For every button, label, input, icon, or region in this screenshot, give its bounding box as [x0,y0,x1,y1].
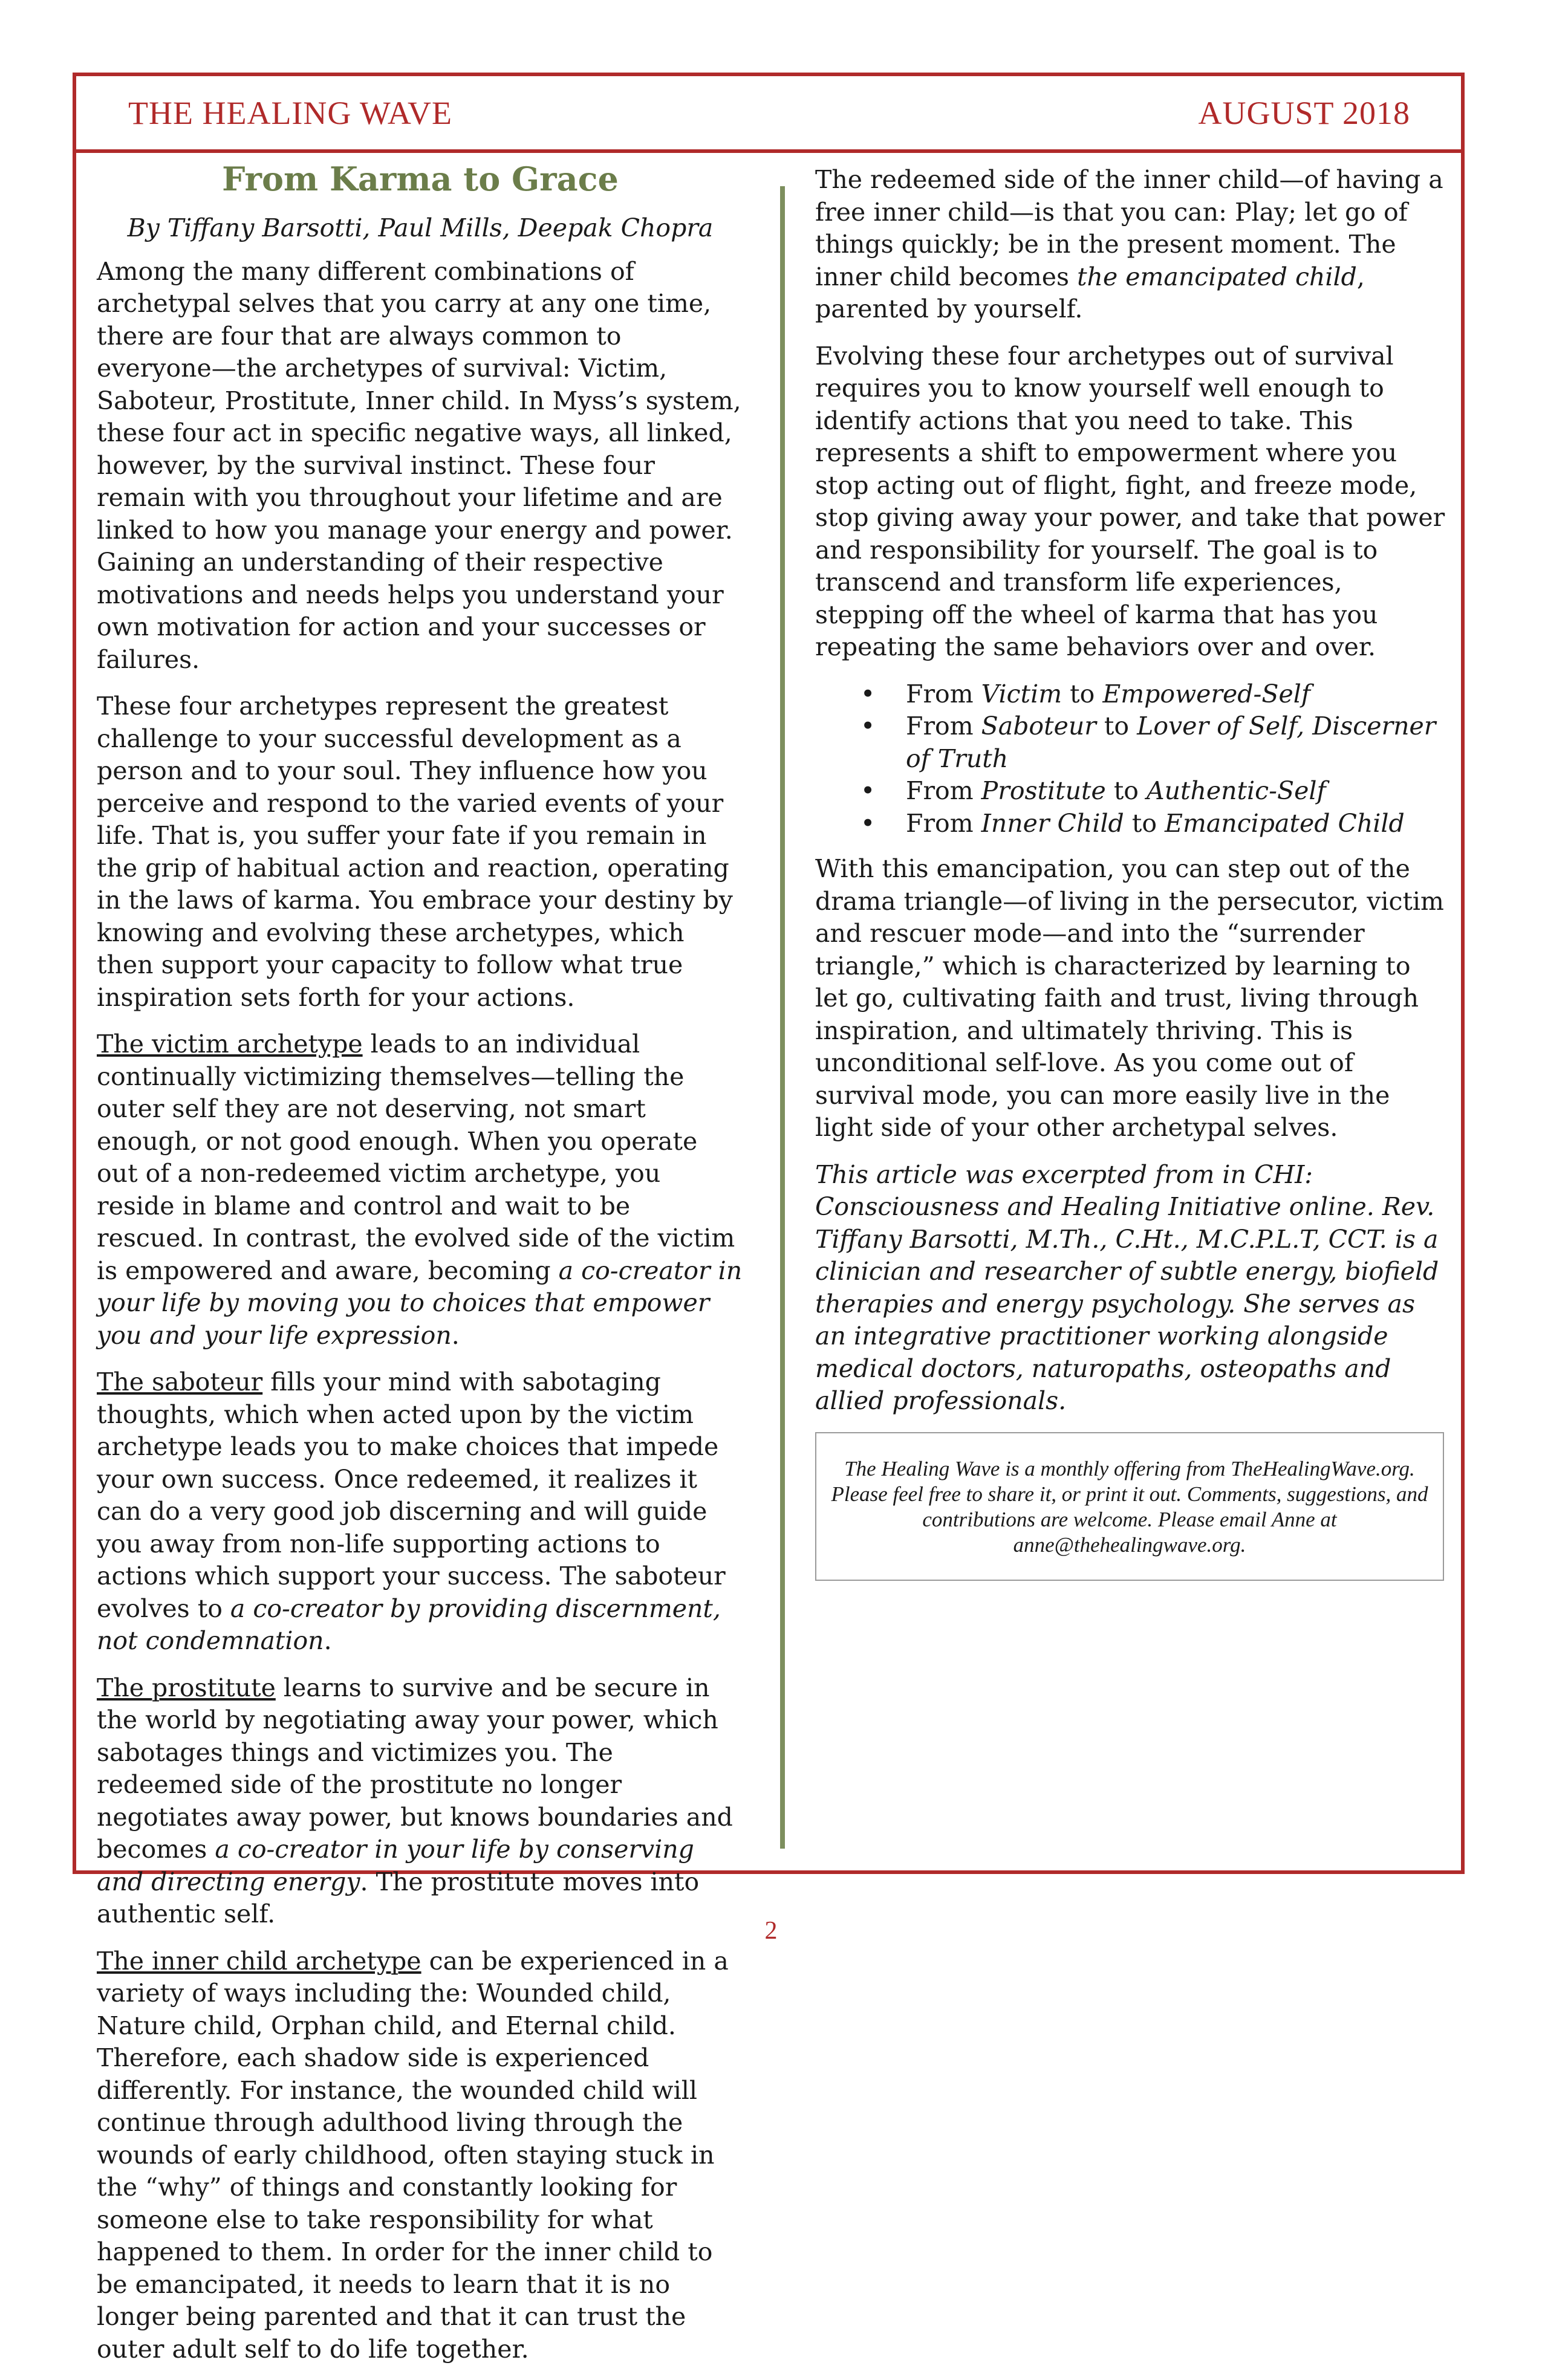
saboteur-text: fills your mind with sabotaging thoughts, which when acted upon by the victim archetype leads you to make choices that impede your own success. Once redeemed, it realizes it can do a very good job discerning and will guide you away from non-life supporting actions to actions which support your success. The saboteur evolves to [97,1367,726,1623]
redeemed-italic: the emancipated child [1077,262,1357,291]
saboteur-end: . [324,1626,332,1655]
paragraph-evolving: Evolving these four archetypes out of survival requires you to know yourself well enough to identify actions that you need to take. This represents a shift to empowerment where you stop acting out of flight, fight, and freeze mode, stop giving away your power, and take that power and responsibility for yourself. The goal is to transcend and transform life experiences, stepping off the wheel of karma that has you repeating the same behaviors over and over. [815,341,1445,661]
page-frame [73,73,1465,2364]
victim-heading: The victim archetype [97,1029,363,1059]
paragraph-victim [97,1028,744,1352]
right-column [815,164,1445,1581]
victim-end: . [451,1320,460,1350]
paragraph-saboteur [97,1366,744,1658]
left-column [97,158,744,2380]
column-divider [780,186,785,1849]
issue-date: AUGUST 2018 [1198,95,1410,131]
paragraph-emancipation: With this emancipation, you can step out of the drama triangle—of living in the persecutor, victim and rescuer mode—and into the “surrender triangle,” which is characterized by learning to let go, cultivating faith and trust, living through inspiration, and ultimately thriving. This is unconditional self-love. As you come out of survival mode, you can more easily live in the light side of your other archetypal selves. [815,854,1444,1142]
paragraph-redeemed [815,164,1445,326]
prostitute-italic: a co-creator in your life by conserving and directing energy [97,1835,694,1896]
paragraph-excerpt-credit: This article was excerpted from in CHI: Consciousness and Healing Initiative online. Rev. Tiffany Barsotti, M.Th., C.Ht., M.C.P.L.T, CCT. is a clinician and researcher of subtle energy, biofield therapies and energy psychology. She serves as an integrative practitioner working alongside medical doctors, naturopaths, osteopaths and allied professionals. [815,1159,1439,1415]
redeemed-end: , parented by yourself. [815,262,1365,323]
newsletter-note-box: The Healing Wave is a monthly offering from TheHealingWave.org. Please feel free to share it, or print it out. Comments, suggestions, and contributions are welcome. Please email Anne at anne@thehealingwave.org. [815,1432,1444,1581]
prostitute-text: learns to survive and be secure in the world by negotiating away your power, which sabotages things and victimizes you. The redeemed side of the prostitute no longer negotiates away power, but knows boundaries and becomes [97,1673,733,1864]
article-title: From Karma to Grace [222,160,619,198]
page-number: 2 [764,1917,778,1945]
victim-italic: a co-creator in your life by moving you to choices that empower you and your life expression [97,1256,743,1350]
prostitute-end: . The prostitute moves into authentic self. [97,1867,700,1928]
paragraph-prostitute [97,1672,744,1931]
inner-child-heading: The inner child archetype [97,1946,421,1976]
list-item: • From Prostitute to Authentic-Self [906,775,1445,808]
list-item: • From Victim to Empowered-Self [906,678,1445,711]
paragraph-inner-child [97,1945,744,2366]
saboteur-heading: The saboteur [97,1367,263,1396]
newsletter-header [76,76,1461,153]
paragraph-challenge: These four archetypes represent the greatest challenge to your successful development as a person and to your soul. They influence how you perceive and respond to the varied events of your life. That is, you suffer your fate if you remain in the grip of habitual action and reaction, operating in the laws of karma. You embrace your destiny by knowing and evolving these archetypes, which then support your capacity to follow what true inspiration sets forth for your actions. [97,692,733,1012]
paragraph-intro: Among the many different combinations of archetypal selves that you carry at any one time, there are four that are always common to everyone—the archetypes of survival: Victim, Saboteur, Prostitute, Inner child. In Myss’s system, these four act in specific negative ways, all linked, however, by the survival instinct. These four remain with you throughout your lifetime and are linked to how you manage your energy and power. Gaining an understanding of their respective motivations and needs helps you understand your own motivation for action and your successes or failures. [97,256,741,674]
redeemed-text: The redeemed side of the inner child—of having a free inner child—is that you can: Play; let go of things quickly; be in the present moment. The inner child becomes [815,165,1443,291]
inner-child-text: can be experienced in a variety of ways including the: Wounded child, Nature child, Orphan child, and Eternal child. Therefore, each shadow side is experienced differently. For instance, the wounded child will continue through adulthood living through the wounds of early childhood, often staying stuck in the “why” of things and constantly looking for someone else to take responsibility for what happened to them. In order for the inner child to be emancipated, it needs to learn that it is no longer being parented and that it can trust the outer adult self to do life together. [97,1946,729,2364]
saboteur-italic: a co-creator by providing discernment, not condemnation [97,1594,721,1655]
list-item: • From Inner Child to Emancipated Child [906,808,1445,840]
prostitute-heading: The prostitute [97,1673,276,1702]
list-item: • From Saboteur to Lover of Self, Discerner of Truth [906,710,1445,775]
article-byline: By Tiffany Barsotti, Paul Mills, Deepak Chopra [127,213,714,242]
victim-text: leads to an individual continually victimizing themselves—telling the outer self they are not deserving, not smart enough, or not good enough. When you operate out of a non-redeemed victim archetype, you reside in blame and control and wait to be rescued. In contrast, the evolved side of the victim is empowered and aware, becoming [97,1029,735,1285]
newsletter-name: THE HEALING WAVE [128,95,452,131]
transformation-list [815,678,1445,840]
